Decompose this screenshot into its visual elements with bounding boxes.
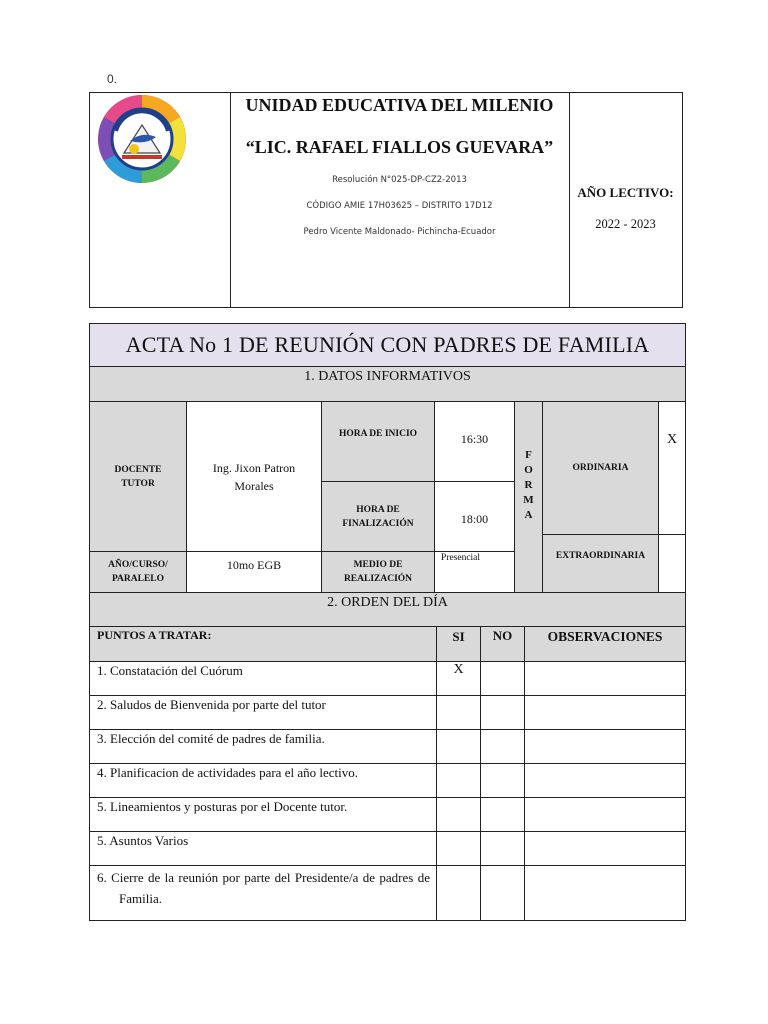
hora-inicio-value-cell [434,401,515,482]
curso-label: AÑO/CURSO/ PARALELO [108,560,168,584]
extraordinaria-mark-cell [658,534,686,593]
agenda-si-cell [436,661,481,696]
forma-letter: O [524,464,533,476]
agenda-obs-cell [524,661,686,696]
agenda-si-cell [436,763,481,798]
col-header-si [436,626,481,662]
logo-cell [90,93,231,307]
col-header-points [89,626,437,662]
hora-fin-value: 18:00 [460,512,489,526]
agenda-point: 4. Planificacion de actividades para el año lectivo. [97,765,358,780]
agenda-point: 2. Saludos de Bienvenida por parte del tutor [97,697,326,712]
forma-letter: M [523,494,534,506]
agenda-si-mark: X [453,662,464,677]
amie-code: CÓDIGO AMIE 17H03625 – DISTRITO 17D12 [306,201,493,211]
col-header-no [480,626,525,662]
extraordinaria-label: EXTRAORDINARIA [555,551,646,561]
section-orden-del-dia: 2. ORDEN DEL DÍA [89,592,686,627]
ordinaria-mark: X [666,432,678,447]
agenda-row [89,729,437,764]
agenda-si-cell [436,797,481,832]
ordinaria-label: ORDINARIA [572,463,629,473]
agenda-no-cell [480,797,525,832]
ordinaria-mark-cell [658,401,686,535]
agenda-si-cell [436,831,481,866]
hora-fin-value-cell [434,481,515,552]
school-logo [96,93,188,185]
medio-value: Presencial [441,553,481,563]
agenda-no-cell [480,865,525,921]
agenda-point: 5. Asuntos Varios [97,833,189,848]
agenda-obs-cell [524,729,686,764]
agenda-si-cell [436,729,481,764]
agenda-no-cell [480,661,525,696]
agenda-no-cell [480,831,525,866]
school-name: “LIC. RAFAEL FIALLOS GUEVARA” [245,137,554,157]
school-year-label: AÑO LECTIVO: [577,185,674,200]
agenda-row [89,763,437,798]
agenda-row [89,661,437,696]
agenda-point: 1. Constatación del Cuórum [97,663,243,678]
docente-value-cell [186,401,322,552]
agenda-obs-cell [524,831,686,866]
agenda-point: 6. Cierre de la reunión por parte del Presidente/a de padres de Familia. [97,870,430,906]
agenda-obs-cell [524,797,686,832]
agenda-point: 3. Elección del comité de padres de familia. [97,731,325,746]
institution-name: UNIDAD EDUCATIVA DEL MILENIO [245,95,554,115]
institution-header [89,92,683,308]
curso-value: 10mo EGB [226,558,282,572]
agenda-no-cell [480,763,525,798]
agenda-row [89,695,437,730]
curso-value-cell [186,551,322,593]
agenda-row [89,831,437,866]
docente-label-cell [89,401,187,552]
hora-inicio-label: HORA DE INICIO [338,429,418,439]
institution-info [230,93,570,307]
hora-inicio-label-cell [321,401,435,482]
agenda-obs-cell [524,865,686,921]
extraordinaria-label-cell [542,534,659,593]
docente-label: DOCENTE TUTOR [114,464,162,489]
school-year-value: 2022 - 2023 [595,217,656,231]
agenda-no-cell [480,695,525,730]
curso-label-cell [89,551,187,593]
agenda-si-cell [436,695,481,730]
agenda-point: 5. Lineamientos y posturas por el Docente tutor. [97,799,348,814]
ordinaria-label-cell [542,401,659,535]
col-si-label: SI [452,629,465,644]
medio-label-cell [321,551,435,593]
agenda-no-cell [480,729,525,764]
forma-letter: F [525,449,532,461]
acta-title: ACTA No 1 DE REUNIÓN CON PADRES DE FAMILIA [89,323,686,367]
col-obs-label: OBSERVACIONES [547,629,663,644]
medio-value-cell [434,551,515,593]
col-no-label: NO [492,628,513,643]
agenda-si-cell [436,865,481,921]
school-year-cell [569,93,682,307]
hora-fin-label: HORA DE FINALIZACIÓN [342,504,414,529]
forma-vertical-label [514,401,543,593]
col-points-label: PUNTOS A TRATAR: [97,628,212,642]
agenda-row [89,865,437,921]
hora-fin-label-cell [321,481,435,552]
agenda-obs-cell [524,695,686,730]
col-header-observaciones [524,626,686,662]
agenda-row [89,797,437,832]
docente-value: Ing. Jixon Patron Morales [212,460,296,493]
page-marker: 0. [107,72,118,86]
hora-inicio-value: 16:30 [460,432,489,446]
school-location: Pedro Vicente Maldonado- Pichincha-Ecuador [303,227,496,237]
forma-letter: R [524,479,533,491]
agenda-obs-cell [524,763,686,798]
medio-label: MEDIO DE REALIZACIÓN [343,560,413,584]
forma-letter: A [524,509,533,521]
resolution-number: Resolución N°025-DP-CZ2-2013 [332,175,467,185]
section-datos-informativos: 1. DATOS INFORMATIVOS [89,366,686,402]
